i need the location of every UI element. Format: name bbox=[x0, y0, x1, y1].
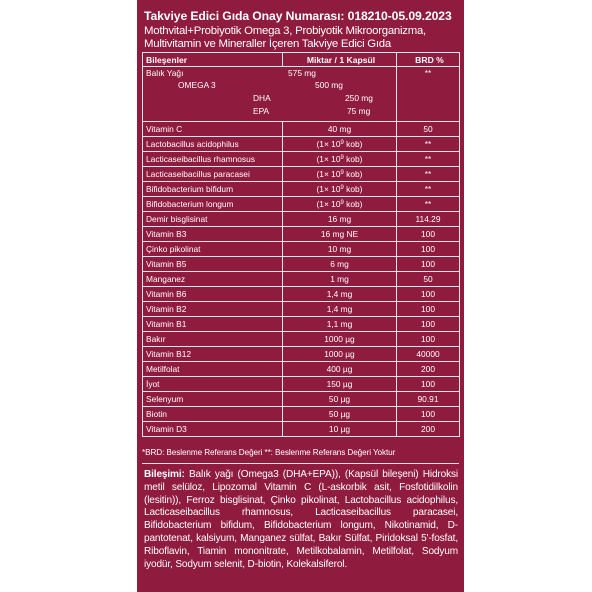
ingredients-text: Balık yağı (Omega3 (DHA+EPA)), (Kapsül bileşeni) Hidroksi metil selüloz, Lipozomal Vitamin C (L-askorbik asit, Fosfotidilkolin (lesitin)), Ferroz bisglisinat, Çinko pikolinat, Lactobacillus acidophilus, Lacticaseibacillus rhamnosus, Lacticaseibacillus paracasei, Bifidobacterium bifidum, Bifidobacterium longum, Nikotinamid, D-pantotenat, kalsiyum, Manganez sülfat, Bakır Sülfat, Piridoksal 5'-fosfat, Riboflavin, Tiamin mononitrate, Metilkobalamin, Metilfolat, Sodyum iyodür, Sodyum selenit, D-biotin, Kolekalsiferol. bbox=[144, 469, 458, 570]
ingredient-name: İyot bbox=[143, 377, 283, 392]
ingredient-amount bbox=[283, 182, 397, 197]
dha-label: DHA bbox=[253, 93, 271, 103]
ingredient-amount: 16 mg NE bbox=[283, 227, 397, 242]
table-row-probiotic bbox=[143, 137, 460, 152]
table-row bbox=[143, 272, 460, 287]
fish-oil-cell bbox=[143, 67, 397, 122]
ingredients-label: Bileşimi: bbox=[144, 469, 185, 480]
ingredient-name: Vitamin B12 bbox=[143, 347, 283, 362]
ingredient-brd: ** bbox=[397, 182, 460, 197]
ingredient-brd: ** bbox=[397, 197, 460, 212]
ingredient-name: Vitamin B3 bbox=[143, 227, 283, 242]
ingredient-name: Lactobacillus acidophilus bbox=[143, 137, 283, 152]
column-header-amount: Miktar / 1 Kapsül bbox=[283, 53, 397, 67]
ingredient-amount: 1,4 mg bbox=[283, 302, 397, 317]
ingredient-brd: 200 bbox=[397, 422, 460, 437]
ingredient-name: Vitamin D3 bbox=[143, 422, 283, 437]
product-description-line-2: Multivitamin ve Mineraller İçeren Takviye Edici Gıda bbox=[144, 38, 391, 50]
table-row bbox=[143, 422, 460, 437]
ingredient-amount: 400 µg bbox=[283, 362, 397, 377]
ingredient-brd: 100 bbox=[397, 227, 460, 242]
omega3-label: OMEGA 3 bbox=[178, 80, 216, 90]
column-header-brd: BRD % bbox=[397, 53, 460, 67]
ingredient-name: Bakır bbox=[143, 332, 283, 347]
ingredient-name: Bifidobacterium bifidum bbox=[143, 182, 283, 197]
table-row-probiotic bbox=[143, 182, 460, 197]
ingredient-name: Vitamin B1 bbox=[143, 317, 283, 332]
probiotic-amount-exponent: 9 bbox=[340, 170, 344, 176]
footnote-divider bbox=[142, 463, 459, 464]
table-row bbox=[143, 362, 460, 377]
ingredient-name: Lacticaseibacillus paracasei bbox=[143, 167, 283, 182]
ingredient-name: Demir bisglisinat bbox=[143, 212, 283, 227]
table-row bbox=[143, 302, 460, 317]
probiotic-amount-suffix: kob) bbox=[343, 199, 363, 209]
ingredient-amount: 1000 µg bbox=[283, 347, 397, 362]
table-row bbox=[143, 287, 460, 302]
ingredient-brd: 40000 bbox=[397, 347, 460, 362]
table-row bbox=[143, 332, 460, 347]
ingredient-brd: 90.91 bbox=[397, 392, 460, 407]
probiotic-amount-prefix: (1× 10 bbox=[316, 199, 341, 209]
ingredient-amount: 16 mg bbox=[283, 212, 397, 227]
probiotic-amount-prefix: (1× 10 bbox=[316, 169, 341, 179]
ingredient-brd: 100 bbox=[397, 317, 460, 332]
ingredient-brd: 50 bbox=[397, 122, 460, 137]
ingredient-name: Vitamin B6 bbox=[143, 287, 283, 302]
epa-label: EPA bbox=[253, 106, 270, 116]
ingredient-amount bbox=[283, 137, 397, 152]
ingredient-amount: 50 µg bbox=[283, 407, 397, 422]
ingredient-name: Biotin bbox=[143, 407, 283, 422]
table-row-probiotic bbox=[143, 167, 460, 182]
probiotic-amount-exponent: 9 bbox=[340, 185, 344, 191]
table-row-vitamin-c bbox=[143, 122, 460, 137]
ingredient-name: Lacticaseibacillus rhamnosus bbox=[143, 152, 283, 167]
ingredient-name: Vitamin B2 bbox=[143, 302, 283, 317]
ingredient-amount bbox=[283, 167, 397, 182]
ingredient-amount: 50 µg bbox=[283, 392, 397, 407]
table-row bbox=[143, 392, 460, 407]
ingredient-brd: ** bbox=[397, 152, 460, 167]
approval-number-title: Takviye Edici Gıda Onay Numarası: 018210-05.09.2023 bbox=[144, 9, 452, 23]
ingredient-brd: 200 bbox=[397, 362, 460, 377]
ingredient-brd: 50 bbox=[397, 272, 460, 287]
probiotic-amount-suffix: kob) bbox=[343, 139, 363, 149]
table-row bbox=[143, 212, 460, 227]
table-row-probiotic bbox=[143, 197, 460, 212]
table-row bbox=[143, 317, 460, 332]
ingredient-amount bbox=[283, 197, 397, 212]
nutrition-table bbox=[142, 52, 460, 437]
table-row-fish-oil bbox=[143, 67, 460, 122]
ingredient-brd: 100 bbox=[397, 332, 460, 347]
dha-amount: 250 mg bbox=[345, 93, 373, 103]
ingredient-amount: 6 mg bbox=[283, 257, 397, 272]
table-row bbox=[143, 257, 460, 272]
ingredient-name: Vitamin C bbox=[143, 122, 283, 137]
ingredient-name: Çinko pikolinat bbox=[143, 242, 283, 257]
ingredient-amount: 10 mg bbox=[283, 242, 397, 257]
ingredient-amount: 1,4 mg bbox=[283, 287, 397, 302]
ingredient-name: Vitamin B5 bbox=[143, 257, 283, 272]
table-row bbox=[143, 242, 460, 257]
fish-oil-brd: ** bbox=[397, 67, 460, 122]
ingredient-brd: ** bbox=[397, 137, 460, 152]
ingredients-paragraph bbox=[144, 469, 458, 571]
ingredient-amount: 150 µg bbox=[283, 377, 397, 392]
table-row-probiotic bbox=[143, 152, 460, 167]
probiotic-amount-prefix: (1× 10 bbox=[316, 184, 341, 194]
ingredient-brd: 100 bbox=[397, 287, 460, 302]
ingredient-brd: 114.29 bbox=[397, 212, 460, 227]
table-row bbox=[143, 347, 460, 362]
probiotic-amount-prefix: (1× 10 bbox=[316, 154, 341, 164]
ingredient-brd: 100 bbox=[397, 242, 460, 257]
product-description-line-1: Mothvital+Probiyotik Omega 3, Probiyotik Mikroorganizma, bbox=[144, 25, 426, 37]
epa-amount: 75 mg bbox=[347, 106, 371, 116]
ingredient-brd: 100 bbox=[397, 257, 460, 272]
brd-footnote: *BRD: Beslenme Referans Değeri **: Beslenme Referans Değeri Yoktur bbox=[142, 448, 396, 457]
ingredient-amount: 1,1 mg bbox=[283, 317, 397, 332]
table-header-row bbox=[143, 53, 460, 67]
table-row bbox=[143, 407, 460, 422]
table-row bbox=[143, 227, 460, 242]
ingredient-name: Bifidobacterium longum bbox=[143, 197, 283, 212]
ingredient-name: Manganez bbox=[143, 272, 283, 287]
probiotic-amount-exponent: 9 bbox=[340, 140, 344, 146]
probiotic-amount-suffix: kob) bbox=[343, 169, 363, 179]
ingredient-brd: 100 bbox=[397, 407, 460, 422]
probiotic-amount-suffix: kob) bbox=[343, 184, 363, 194]
table-row bbox=[143, 377, 460, 392]
ingredient-amount: 1000 µg bbox=[283, 332, 397, 347]
ingredient-name: Selenyum bbox=[143, 392, 283, 407]
probiotic-amount-prefix: (1× 10 bbox=[316, 139, 341, 149]
ingredient-brd: ** bbox=[397, 167, 460, 182]
probiotic-amount-exponent: 9 bbox=[340, 155, 344, 161]
ingredient-brd: 100 bbox=[397, 377, 460, 392]
probiotic-amount-exponent: 9 bbox=[340, 200, 344, 206]
ingredient-amount bbox=[283, 152, 397, 167]
ingredient-name: Metilfolat bbox=[143, 362, 283, 377]
supplement-label-panel bbox=[137, 0, 464, 592]
fish-oil-name: Balık Yağı bbox=[146, 68, 184, 78]
ingredient-amount: 10 µg bbox=[283, 422, 397, 437]
omega3-amount: 500 mg bbox=[315, 80, 343, 90]
ingredient-amount: 40 mg bbox=[283, 122, 397, 137]
fish-oil-amount: 575 mg bbox=[288, 68, 316, 78]
column-header-ingredients: Bileşenler bbox=[143, 53, 283, 67]
ingredient-amount: 1 mg bbox=[283, 272, 397, 287]
ingredient-brd: 100 bbox=[397, 302, 460, 317]
probiotic-amount-suffix: kob) bbox=[343, 154, 363, 164]
